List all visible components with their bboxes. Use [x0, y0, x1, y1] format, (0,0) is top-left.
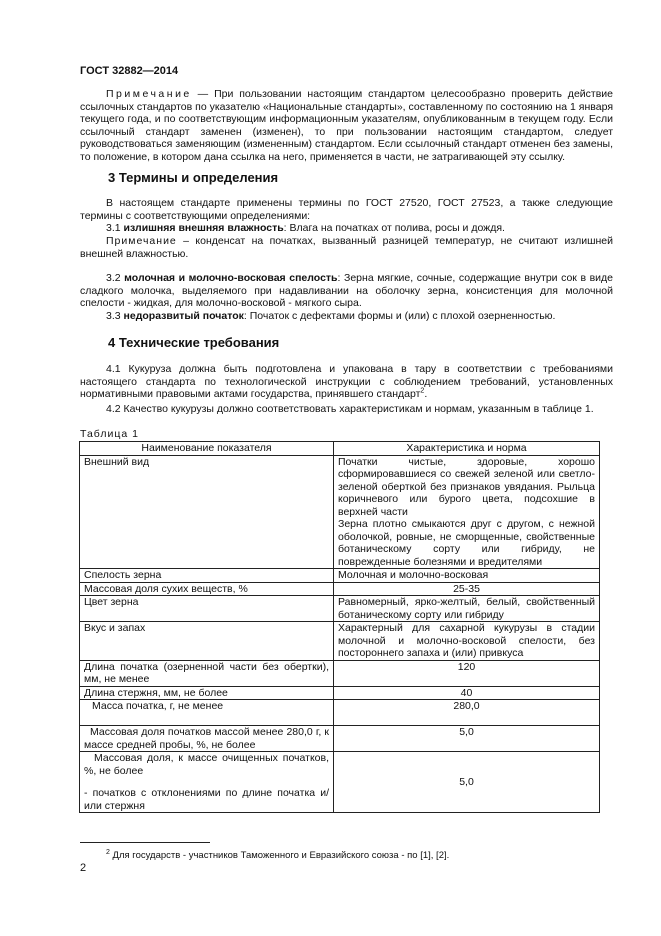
table-row	[80, 700, 600, 726]
table-row	[80, 660, 600, 686]
footnote-ref: 2	[420, 387, 425, 395]
term-3-2-definition: : Зерна мягкие, сочные, содержащие внутри сок в виде сладкого молочка, выделяемого при надавливании на оболочку зерна, консистенция для молочной спелости - жидкая, для молочно-восковой - мягкого сыра.	[80, 272, 614, 309]
footnote-number: 2	[106, 848, 110, 856]
row-value-part: Початки чистые, здоровые, хорошо сформировавшиеся со свежей зеленой или светло-зеленой оберткой без признаков увядания. Рыльца коричневого или бурого цвета, подсохшие в верхней части	[338, 455, 595, 518]
term-3-3-term: недоразвитый початок	[123, 310, 244, 322]
row-name: Спелость зерна	[80, 569, 334, 583]
footnote-separator	[80, 842, 210, 843]
note-paragraph	[80, 88, 613, 163]
paragraph-4-1	[80, 363, 613, 401]
section-3-intro: В настоящем стандарте применены термины по ГОСТ 27520, ГОСТ 27523, а также следующие термины с соответствующими определениями:	[80, 197, 613, 222]
row-value-part: Зерна плотно смыкаются друг с другом, с нежной оболочкой, ровные, не сморщенные, свойственные ботаническому сорту или гибриду, не поврежденные болезнями и вредителями	[338, 518, 595, 568]
table-row	[80, 582, 600, 596]
term-3-1	[80, 222, 613, 235]
term-3-2-term: молочная и молочно-восковая спелость	[124, 272, 338, 284]
term-3-1-term: излишняя внешняя влажность	[123, 222, 284, 234]
row-value: 280,0	[334, 700, 600, 726]
footnote-text: Для государств - участников Таможенного и Евразийского союза - по [1], [2].	[109, 850, 450, 861]
page-number: 2	[80, 862, 87, 874]
table-row	[80, 569, 600, 583]
document-header: ГОСТ 32882—2014	[80, 65, 179, 77]
term-3-1-number: 3.1	[106, 222, 124, 234]
row-value: Молочная и молочно-восковая	[334, 569, 600, 583]
row-value: 120	[334, 660, 600, 686]
table-caption: Таблица 1	[80, 428, 139, 440]
table-row	[80, 726, 600, 752]
column-header-value: Характеристика и норма	[334, 442, 600, 456]
row-name: Вкус и запах	[80, 622, 334, 661]
row-value: 25-35	[334, 582, 600, 596]
requirements-table	[79, 441, 600, 813]
term-3-1-definition: : Влага на початках от полива, росы и дождя.	[283, 222, 505, 234]
section-4-title: 4 Технические требования	[108, 335, 280, 350]
paragraph-4-1-end: .	[424, 388, 428, 400]
term-3-1-note-label: Примечание	[106, 235, 177, 247]
row-name: Цвет зерна	[80, 596, 334, 622]
section-3-title: 3 Термины и определения	[108, 170, 279, 185]
table-header-row	[80, 442, 600, 456]
note-label: Примечание	[106, 88, 192, 100]
row-value: 5,0	[334, 752, 600, 813]
row-name: Массовая доля початков массой менее 280,0 г, к массе средней пробы, %, не более	[80, 726, 334, 752]
row-name	[80, 752, 334, 813]
row-value: Равномерный, ярко-желтый, белый, свойственный ботаническому сорту или гибриду	[334, 596, 600, 622]
row-value	[334, 455, 600, 569]
row-name: Внешний вид	[80, 455, 334, 569]
row-value: 5,0	[334, 726, 600, 752]
row-name: Массовая доля сухих веществ, %	[80, 582, 334, 596]
paragraph-4-1-text: 4.1 Кукуруза должна быть подготовлена и упакована в тару в соответствии с требованиями настоящего стандарта по технологической инструкции с соблюдением требований, установленных нормативными правовыми актами государства, принявшего стандарт	[80, 363, 613, 400]
footnote	[80, 850, 613, 863]
table-row	[80, 455, 600, 569]
row-name: Масса початка, г, не менее	[80, 700, 334, 726]
row-name: Длина початка (озерненной части без обертки), мм, не менее	[80, 660, 334, 686]
paragraph-4-2: 4.2 Качество кукурузы должно соответствовать характеристикам и нормам, указанным в таблице 1.	[106, 403, 594, 415]
row-name-part: - початков с отклонениями по длине початка и/или стержня	[84, 787, 329, 812]
table-row	[80, 596, 600, 622]
row-name-part: Массовая доля, к массе очищенных початков, %, не более	[84, 752, 329, 777]
column-header-name: Наименование показателя	[80, 442, 334, 456]
term-3-2	[80, 272, 613, 310]
note-text: — При пользовании настоящим стандартом целесообразно проверить действие ссылочных стандартов по указателю «Национальные стандарты», составленному по состоянию на 1 января текущего года, и по соответствующим информационным указателям, опубликованным в текущем году. Если ссылочный стандарт заменен (изменен), то при пользовании настоящим стандартом, следует руководствоваться заменяющим (измененным) стандартом. Если ссылочный стандарт отменен без замены, то положение, в котором дана ссылка на него, применяется в части, не затрагивающей эту ссылку.	[80, 88, 613, 163]
table-row	[80, 752, 600, 813]
term-3-2-number: 3.2	[106, 272, 125, 284]
term-3-3-definition: : Початок с дефектами формы и (или) с плохой озерненностью.	[243, 310, 556, 322]
row-value: Характерный для сахарной кукурузы в стадии молочной и молочно-восковой спелости, без постороннего запаха и (или) привкуса	[334, 622, 600, 661]
term-3-1-note-text: – конденсат на початках, вызванный разницей температур, не считают излишней внешней влажностью.	[80, 235, 613, 260]
table-row	[80, 622, 600, 661]
table-row	[80, 686, 600, 700]
term-3-3-number: 3.3	[106, 310, 124, 322]
term-3-1-note	[80, 235, 613, 260]
row-name: Длина стержня, мм, не более	[80, 686, 334, 700]
row-value: 40	[334, 686, 600, 700]
term-3-3	[80, 310, 613, 323]
